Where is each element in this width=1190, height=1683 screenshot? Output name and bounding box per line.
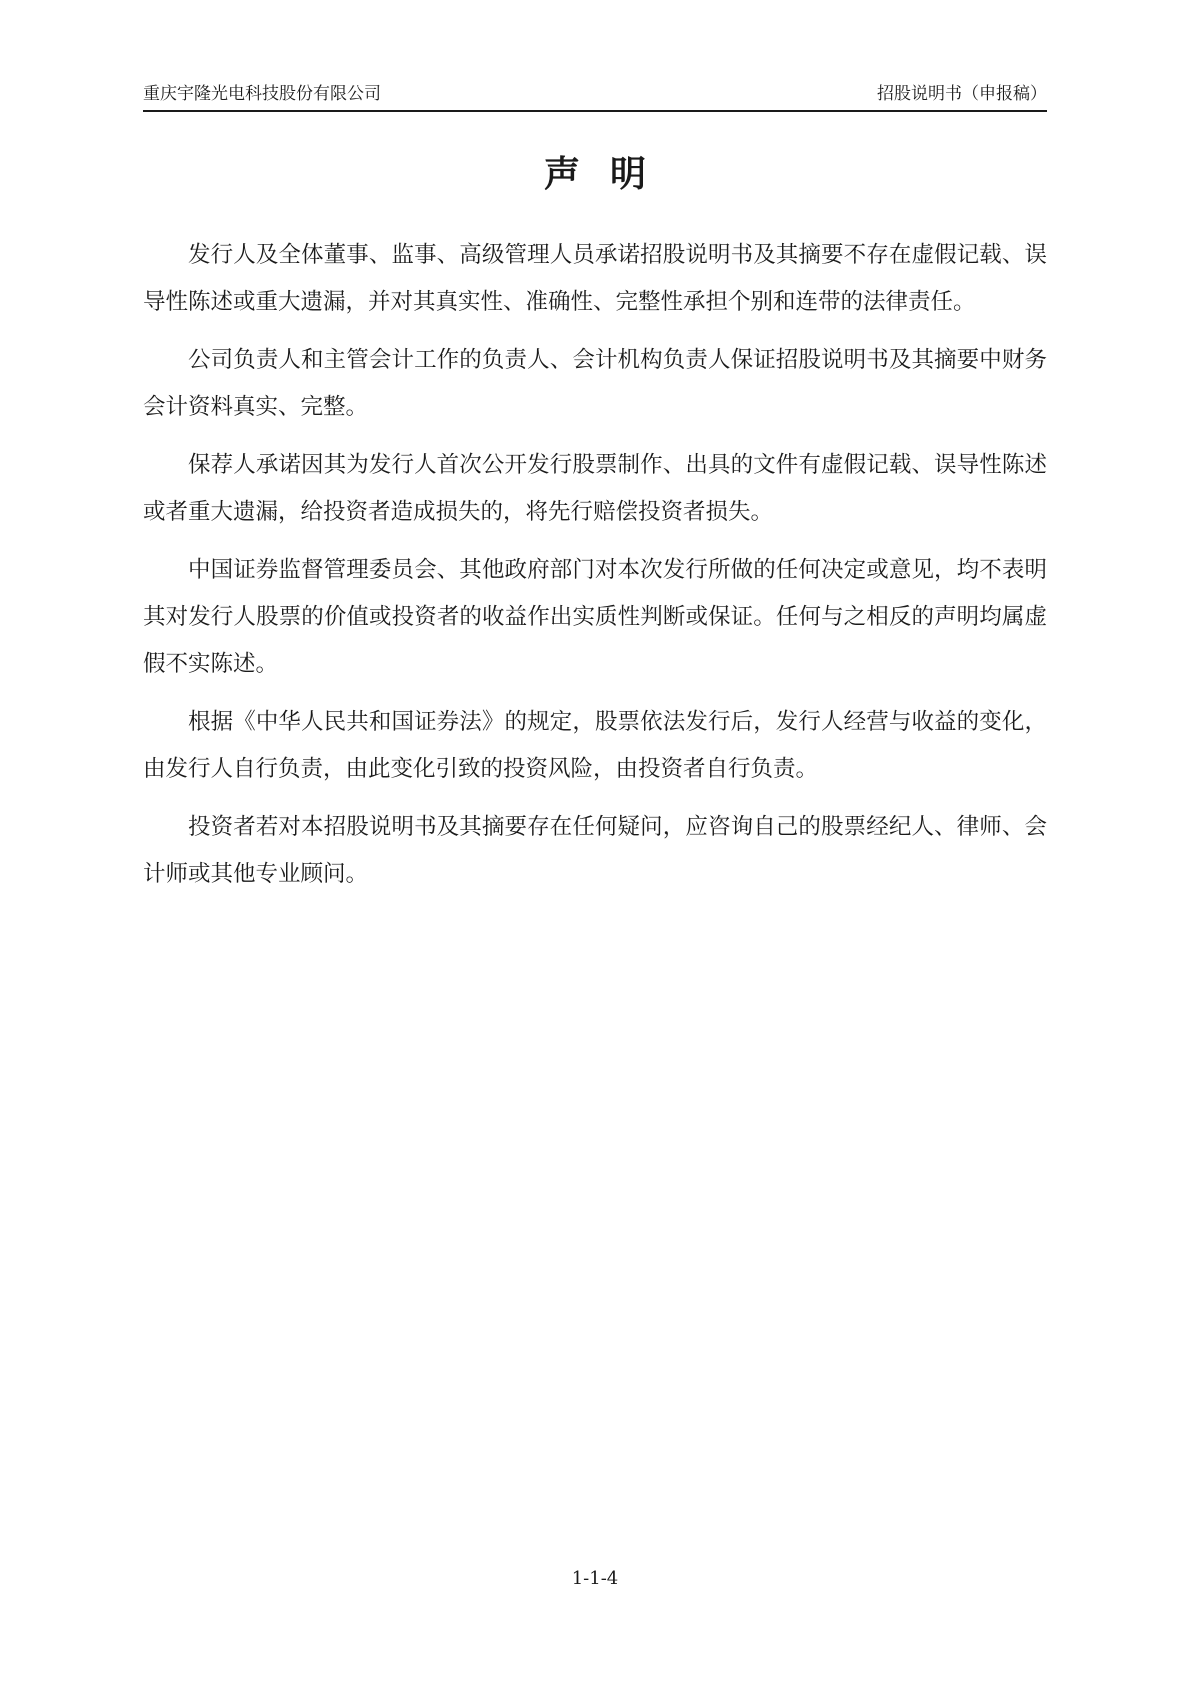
paragraph-6: 投资者若对本招股说明书及其摘要存在任何疑问，应咨询自己的股票经纪人、律师、会计师或其他专业顾问。 bbox=[143, 814, 1047, 887]
header-company-name: 重庆宇隆光电科技股份有限公司 bbox=[143, 84, 381, 104]
page-title: 声明 bbox=[543, 154, 676, 195]
header-divider bbox=[143, 110, 1047, 112]
page-number: 1-1-4 bbox=[571, 1568, 619, 1589]
declaration-body bbox=[143, 232, 1047, 909]
header-document-type: 招股说明书（申报稿） bbox=[877, 84, 1047, 104]
paragraph-5: 根据《中华人民共和国证券法》的规定，股票依法发行后，发行人经营与收益的变化，由发行人自行负责，由此变化引致的投资风险，由投资者自行负责。 bbox=[143, 709, 1047, 782]
paragraph-1: 发行人及全体董事、监事、高级管理人员承诺招股说明书及其摘要不存在虚假记载、误导性陈述或重大遗漏，并对其真实性、准确性、完整性承担个别和连带的法律责任。 bbox=[143, 242, 1047, 315]
paragraph-2: 公司负责人和主管会计工作的负责人、会计机构负责人保证招股说明书及其摘要中财务会计资料真实、完整。 bbox=[143, 347, 1047, 420]
paragraph-3: 保荐人承诺因其为发行人首次公开发行股票制作、出具的文件有虚假记载、误导性陈述或者重大遗漏，给投资者造成损失的，将先行赔偿投资者损失。 bbox=[143, 452, 1047, 525]
page-header bbox=[143, 82, 1047, 108]
paragraph-4: 中国证券监督管理委员会、其他政府部门对本次发行所做的任何决定或意见，均不表明其对发行人股票的价值或投资者的收益作出实质性判断或保证。任何与之相反的声明均属虚假不实陈述。 bbox=[143, 557, 1047, 677]
